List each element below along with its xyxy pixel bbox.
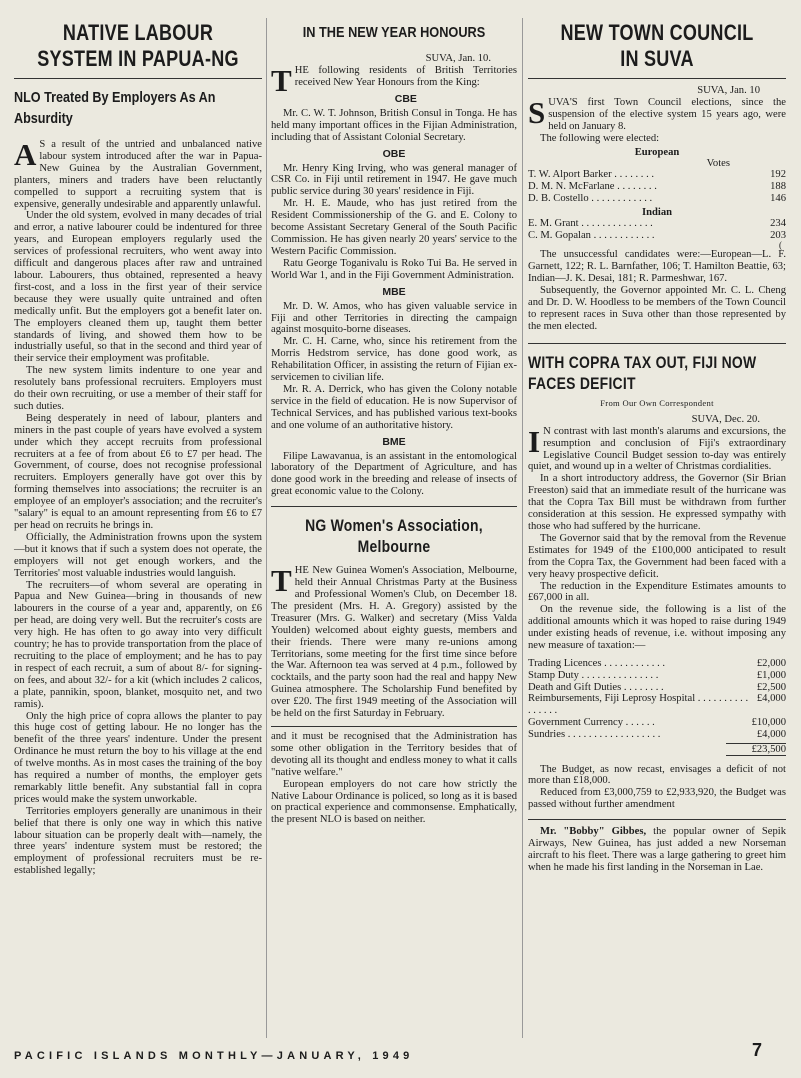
continued-text: [271, 731, 517, 826]
paragraph: The unsuccessful candidates were:—European—L. F. Garnett, 122; R. L. Barnfather, 106; T. Hamilton Beattie, 63; Indian—J. K. Desai, 181; R. Parmeshwar, 167.: [528, 249, 786, 285]
paragraph: European employers do not care how strictly the Native Labour Ordinance is policed, so long as it is based on practical experience and commonsense. Emphatically, the present NLO is based on neither.: [271, 778, 517, 826]
paragraph: THE New Guinea Women's Association, Melbourne, held their Annual Christmas Party at the Business and Professional Women's Club, on December 18. The president (Mrs. H. A. Gregory) assisted by the Treasurer (Mrs. G. Walker) and secretary (Miss Valda Youlden) welcomed about eighty guests, members and their friends. There were many re-unions among Territorians, some meeting for the first time since before the War. Afternoon tea was served at 4 p.m., followed by cocktails, and the party soon had the real and happy New Guinea atmosphere. The Scholarship Fund benefited by over £20. The first 1949 meeting of the Association will be held on the first Saturday in February.: [271, 563, 517, 720]
row-value: 188: [770, 181, 786, 193]
row-value: £2,000: [756, 657, 786, 669]
paragraph: THE following residents of British Territories received New Year Honours from the King:: [271, 63, 517, 98]
paragraph: Mr. R. A. Derrick, who has given the Colony notable service in the field of education. He is now Supervisor of Technical Services, and has published various text-books and one volume of an authoritative history.: [271, 383, 517, 431]
results-table: [528, 218, 786, 242]
drop-cap: T: [271, 63, 292, 98]
column-divider: [266, 18, 267, 1038]
headline: NEW TOWN COUNCIL IN SUVA: [560, 20, 754, 71]
headline: NG Women's Association, Melbourne: [305, 516, 483, 557]
paragraph: Territories employers generally are unanimous in their belief that there is only one way in which this native labour situation can be properly dealt with—namely, the three years' indenture system must be restored; the employment of professional recruiters must be re-established legally;: [14, 805, 262, 877]
dateline: SUVA, Dec. 20.: [691, 413, 760, 425]
page-number: 7: [752, 1040, 763, 1060]
revenue-total: £23,500: [726, 743, 786, 756]
honours-list: [271, 93, 517, 498]
paragraph: The recruiters—of whom several are operating in Papua and New Guinea—bring in thousands of new labourers in the course of a year and, apparently, on £6 per head, are doing very well. But the recruiter's costs are very high. He has often to go away into very difficult country; he has to provide transportation from the place of recruiting to the place of employment; and he has to pay in respect of each recruit, a sum of about 8/- for signing-on fees, and about 32/- for a kit (which includes 2 calicos, a plate, pannikin, spoon, blanket, mosquito net, and two ramis).: [14, 579, 262, 710]
row-label: Government Currency . . . . . .: [528, 716, 655, 728]
row-label: Reimbursements, Fiji Leprosy Hospital . . . . . . . . . . . . . . . .: [528, 693, 749, 717]
paragraph: I N contrast with last month's alarums and excursions, the resumption and conclusion of Fiji's extraordinary Legislative Council Budget session to-day was entirely quiet, and wound up in a welter of Christmas cordialities.: [528, 423, 786, 473]
page-footer: PACIFIC ISLANDS MONTHLY—JANUARY, 1949: [14, 1050, 414, 1062]
paragraph: Ratu George Toganivalu is Roko Tui Ba. He served in World War 1, and in the Fiji Government Administration.: [271, 257, 517, 281]
revenue-table: [528, 658, 786, 741]
result-row: [528, 181, 786, 193]
paragraph: Under the old system, evolved in many decades of trial and error, a native labourer could be indentured for three years, and European employers regularly used the services of professional recruiters, who went away into difficult and dangerous places after raw and untrained labour. Labourers, thus obtained, represented a heavy first-cost, and a loss in the first year of their service because they were usually quite untrained and often medically unfit. But the employers got a benefit later on. The employers cleaned them up, taught them better standards of living, and showed them how to be industrially useful, so that in the second and third year of their service their employment was profitable.: [14, 210, 262, 365]
headline: IN THE NEW YEAR HONOURS: [302, 24, 486, 41]
paragraph: and it must be recognised that the Administration has some other obligation in the Territory besides that of devoting all its thought and endless money to what it calls "native welfare.": [271, 730, 517, 778]
stray-mark: (: [779, 240, 782, 251]
votes-header: Votes: [706, 157, 730, 169]
rule: [271, 726, 517, 727]
headline: NATIVE LABOUR SYSTEM IN PAPUA-NG: [37, 20, 239, 71]
result-row: [528, 218, 786, 230]
drop-cap: A: [14, 137, 37, 172]
headline: WITH COPRA TAX OUT, FIJI NOW FACES DEFICIT: [528, 352, 757, 393]
row-label: D. B. Costello . . . . . . . . . . . .: [528, 193, 653, 205]
deck: NLO Treated By Employers As An Absurdity: [14, 89, 216, 127]
article-body: [528, 249, 786, 332]
paragraph: Only the high price of copra allows the planter to pay this huge cost of getting labour. He no longer has the benefit of the three years' indenture. Under the present Ordinance he must return the boy to his village at the end of twelve months. As in most cases the training of the boy has required a number of months, the employer gets remarkably little benefit. Any substantial fall in copra prices would make the system unworkable.: [14, 710, 262, 805]
article-body: [528, 764, 786, 812]
row-value: £10,000: [751, 716, 786, 728]
paragraph: Mr. D. W. Amos, who has given valuable service in Fiji and other Territories in directing the campaign against mosquito-borne diseases.: [271, 300, 517, 336]
paragraph: Officially, the Administration frowns upon the system—but it knows that if such a system does not operate, the employers will not get enough workers, and the Territories' most valuable industries would languish.: [14, 531, 262, 579]
row-label: C. M. Gopalan . . . . . . . . . . . .: [528, 229, 655, 241]
paragraph: On the revenue side, the following is a list of the additional amounts which it was hoped to raise during 1949 under existing heads of revenue, i.e. without imposing any new measure of taxation:—: [528, 604, 786, 652]
paragraph: Mr. H. E. Maude, who has just retired from the Resident Commissionership of the G. and E. Colony to become Assistant Secretary General of the South Pacific Commission. He has given nearly 20 years' service to the Western Pacific Commission.: [271, 198, 517, 257]
paragraph: A S a result of the untried and unbalanced native labour system introduced after the war in Papua-New Guinea by the Australian Government, planters, miners and traders have been reluctantly compelled to support a recruiting system that is expensive, generally undesirable and apparently unlawful.: [14, 137, 262, 210]
revenue-row: [528, 729, 786, 741]
revenue-row: [528, 682, 786, 694]
result-row: [528, 193, 786, 205]
row-value: 203: [770, 229, 786, 241]
paragraph: The reduction in the Expenditure Estimates amounts to £67,000 in all.: [528, 580, 786, 604]
row-value: £1,000: [756, 669, 786, 681]
row-label: E. M. Grant . . . . . . . . . . . . . .: [528, 217, 653, 229]
row-value: £4,000: [756, 728, 786, 740]
result-row: [528, 230, 786, 242]
revenue-row: [528, 658, 786, 670]
row-value: 192: [770, 169, 786, 181]
rule: [271, 506, 517, 507]
revenue-row: [528, 670, 786, 682]
row-label: Sundries . . . . . . . . . . . . . . . . . .: [528, 728, 661, 740]
dateline: SUVA, Jan. 10.: [425, 53, 491, 64]
revenue-row: [528, 717, 786, 729]
article-honours: [271, 14, 517, 826]
paragraph: Mr. Henry King Irving, who was general manager of CSR Co. in Fiji until retirement in 1947. He gave much public service during 30 years' residence in Fiji.: [271, 162, 517, 198]
drop-cap: S: [528, 95, 546, 130]
row-value: £2,500: [756, 681, 786, 693]
revenue-row: [528, 693, 786, 717]
lead-name: Mr. "Bobby" Gibbes,: [540, 826, 647, 838]
paragraph: Reduced from £3,000,759 to £2,933,920, the Budget was passed without further amendment: [528, 787, 786, 811]
label: European: [634, 146, 680, 158]
row-value: 146: [770, 193, 786, 205]
row-value: 234: [770, 217, 786, 229]
row-label: D. M. N. McFarlane . . . . . . . .: [528, 181, 657, 193]
honour-title: CBE: [394, 92, 417, 105]
honour-title: MBE: [382, 285, 406, 298]
row-label: T. W. Alport Barker . . . . . . . .: [528, 169, 655, 181]
paragraph: Subsequently, the Governor appointed Mr. C. L. Cheng and Dr. D. W. Hoodless to be members of the Town Council to represent races in Suva other than those represented by the men elected.: [528, 285, 786, 332]
paragraph: Filipe Lawavanua, is an assistant in the entomological laboratory of the Department of Agriculture, and has done good work in the breeding and release of insects of great economic value to the Colony.: [271, 450, 517, 498]
dateline: SUVA, Jan. 10: [697, 85, 760, 96]
label: Indian: [641, 206, 673, 218]
paragraph: Mr. C. H. Carne, who, since his retirement from the Morris Hedstrom service, has done good work, as Rehabilitation Officer, in assisting the return of Fijian ex-servicemen to civilian life.: [271, 336, 517, 384]
paragraph: The Governor said that by the removal from the Revenue Estimates for 1949 of the £100,000 anticipated to result from the Copra Tax, the Government had been faced with a very heavy prospective deficit.: [528, 532, 786, 580]
row-label: Trading Licences . . . . . . . . . . . .: [528, 657, 666, 669]
rule: [528, 819, 786, 820]
row-value: £4,000: [756, 693, 786, 705]
honour-title: BME: [382, 435, 406, 448]
paragraph: The Budget, as now recast, envisages a deficit of not more than £18,000.: [528, 763, 786, 787]
paragraph: Mr. "Bobby" Gibbes, the popular owner of Sepik Airways, New Guinea, has just added a new Norseman aircraft to his fleet. There was a large gathering to greet him when he made his first landing in the Norseman in Lae.: [528, 826, 786, 873]
paragraph: Being desperately in need of labour, planters and miners in the past couple of years have evolved a system under which they accept recruits from professional recruiters at a fee of from about £6 to £7 per head. The Government, of course, does not recognise professional recruiters. Employers generally have got over this by forming themselves into associations; the recruiter is an employee of an employer's association; and the recruiter's "salary" is equal to an amount representing from £6 to £7 per head on recruits he brings in.: [14, 412, 262, 531]
article-body: [528, 473, 786, 652]
drop-cap: I: [528, 423, 541, 459]
article-town-council: [528, 14, 786, 874]
results-table: [528, 158, 786, 205]
paragraph: The new system limits indenture to one year and resolutely bans professional recruiters. Employers must do their own recruiting, or use a member of their staff for such duties.: [14, 365, 262, 412]
rule: [528, 78, 786, 79]
paragraph: SUVA'S first Town Council elections, since the suspension of the elective system 15 years ago, were held on January 8.: [528, 95, 786, 132]
byline: From Our Own Correspondent: [600, 397, 714, 408]
article-native-labour: [14, 14, 262, 877]
paragraph: Mr. C. W. T. Johnson, British Consul in Tonga. He has held many important offices in the Fijian Administration, including that of Assistant Colonial Secretary.: [271, 107, 517, 143]
paragraph: The following were elected:: [540, 132, 660, 144]
article-body: [14, 139, 262, 877]
result-row: [528, 169, 786, 181]
row-label: Death and Gift Duties . . . . . . . .: [528, 681, 664, 693]
paragraph: In a short introductory address, the Governor (Sir Brian Freeston) said that an immediate result of the hurricane was that the Copra Tax Bill must be withdrawn from further consideration at this session. He expressed sympathy with those who had suffered by the hurricane.: [528, 473, 786, 532]
drop-cap: T: [271, 563, 292, 599]
rule: [528, 343, 786, 344]
honour-title: OBE: [382, 147, 406, 160]
row-label: Stamp Duty . . . . . . . . . . . . . . .: [528, 669, 659, 681]
rule: [14, 78, 262, 79]
column-divider: [522, 18, 523, 1038]
